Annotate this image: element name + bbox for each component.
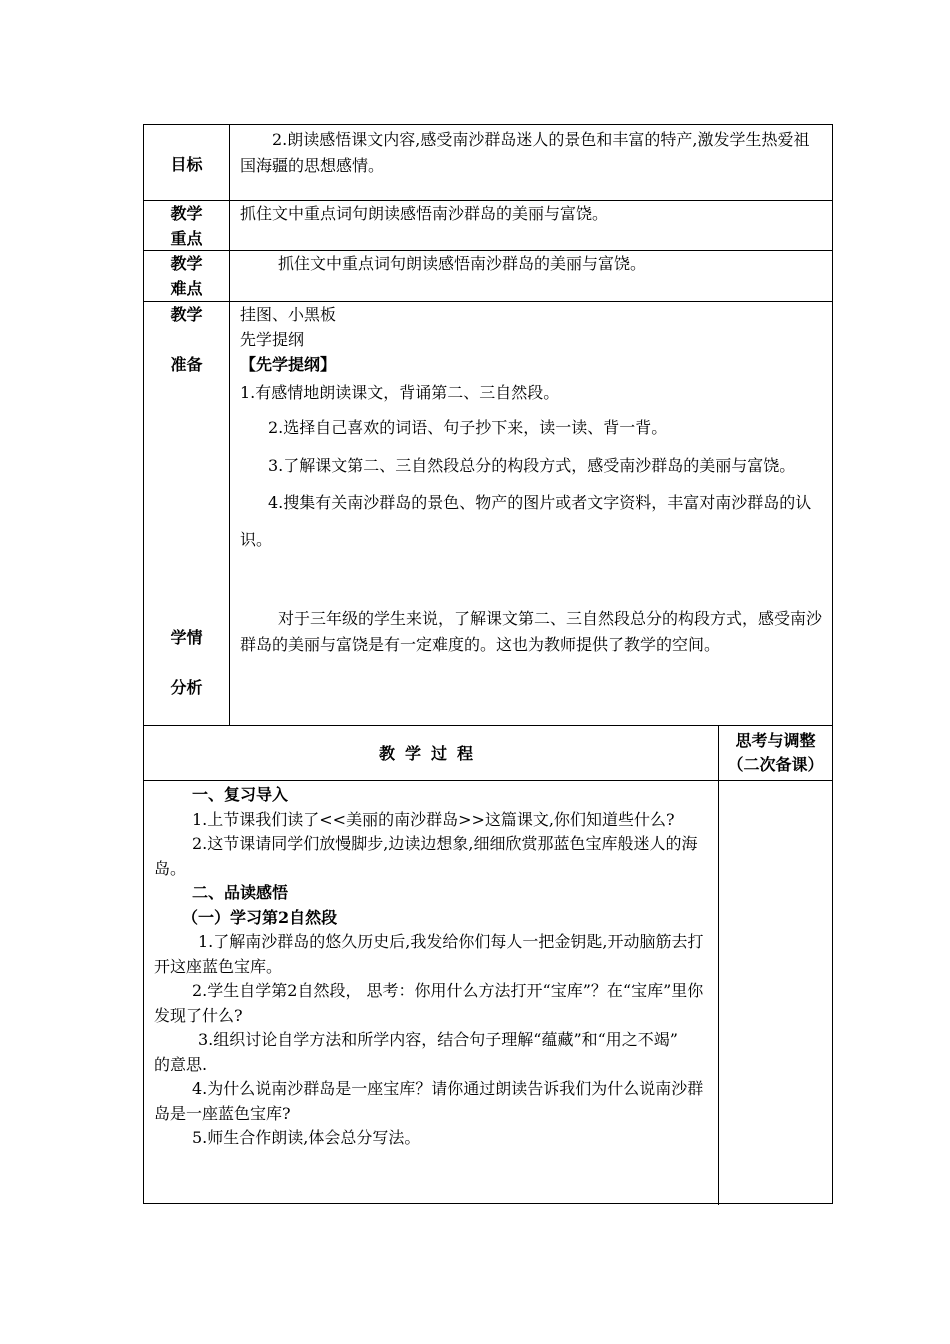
process-body-row bbox=[143, 780, 833, 1204]
outline-item-4: 4.搜集有关南沙群岛的景色、物产的图片或者文字资料，丰富对南沙群岛的认识。 bbox=[240, 493, 812, 549]
key-point-text: 抓住文中重点词句朗读感悟南沙群岛的美丽与富饶。 bbox=[240, 204, 609, 223]
prep-line-2: 先学提纲 bbox=[240, 330, 305, 349]
lesson-plan-table bbox=[143, 124, 833, 1204]
process-content bbox=[144, 781, 719, 1205]
s2-item-5: 5.师生合作朗读,体会总分写法。 bbox=[192, 1128, 421, 1147]
goal-row bbox=[143, 124, 833, 200]
section-2-heading: 二、品读感悟 bbox=[192, 883, 289, 902]
goal-label-text: 目标 bbox=[170, 155, 203, 174]
difficulty-row bbox=[143, 250, 833, 301]
outline-heading: 【先学提纲】 bbox=[240, 355, 337, 374]
section-1-heading: 一、复习导入 bbox=[192, 785, 289, 804]
outline-item-3: 3.了解课文第二、三自然段总分的构段方式，感受南沙群岛的美丽与富饶。 bbox=[268, 456, 796, 475]
difficulty-label-line-1: 教学 bbox=[170, 254, 203, 273]
s2-item-4: 4.为什么说南沙群岛是一座宝库？请你通过朗读告诉我们为什么说南沙群岛是一座蓝色宝库? bbox=[154, 1079, 704, 1123]
adjust-header-line-1: 思考与调整 bbox=[735, 731, 816, 750]
process-header-row bbox=[143, 725, 833, 780]
prep-line-1: 挂图、小黑板 bbox=[240, 305, 337, 324]
goal-label bbox=[144, 125, 230, 200]
s2-item-2: 2.学生自学第2自然段， 思考：你用什么方法打开“宝库”？在“宝库”里你发现了什么? bbox=[154, 981, 704, 1025]
difficulty-text: 抓住文中重点词句朗读感悟南沙群岛的美丽与富饶。 bbox=[278, 254, 647, 273]
preparation-label-line-1: 教学 bbox=[170, 305, 203, 324]
difficulty-label-line-2: 难点 bbox=[170, 279, 203, 298]
key-point-label-line-2: 重点 bbox=[170, 229, 203, 248]
adjust-header-line-2: （二次备课） bbox=[727, 755, 824, 774]
preparation-label-line-2: 准备 bbox=[170, 355, 203, 374]
goal-text: 2.朗读感悟课文内容,感受南沙群岛迷人的景色和丰富的特产,激发学生热爱祖国海疆的思想感情。 bbox=[240, 130, 810, 175]
analysis-label-line-2: 分析 bbox=[170, 678, 203, 697]
subsection-1-heading: （一）学习第2自然段 bbox=[182, 907, 338, 927]
key-point-label bbox=[144, 201, 230, 250]
key-point-row bbox=[143, 200, 833, 250]
outline-item-1: 1.有感情地朗读课文，背诵第二、三自然段。 bbox=[240, 383, 560, 402]
s2-item-1: 1.了解南沙群岛的悠久历史后,我发给你们每人一把金钥匙,开动脑筋去打开这座蓝色宝库。 bbox=[154, 932, 704, 976]
s2-item-3: 3.组织讨论自学方法和所学内容，结合句子理解“蕴藏”和“用之不竭” bbox=[198, 1030, 678, 1049]
key-point-label-line-1: 教学 bbox=[170, 204, 203, 223]
s1-item-2: 2.这节课请同学们放慢脚步,边读边想象,细细欣赏那蓝色宝库般迷人的海岛。 bbox=[154, 834, 698, 878]
s2-item-3-cont: 的意思. bbox=[154, 1054, 208, 1074]
adjust-header bbox=[719, 726, 832, 784]
difficulty-label bbox=[144, 251, 230, 301]
process-title: 教学过程 bbox=[144, 726, 719, 781]
preparation-row bbox=[143, 301, 833, 725]
analysis-label-line-1: 学情 bbox=[170, 628, 203, 647]
s1-item-1: 1.上节课我们读了<<美丽的南沙群岛>>这篇课文,你们知道些什么? bbox=[192, 809, 675, 829]
preparation-label bbox=[144, 302, 230, 725]
analysis-text: 对于三年级的学生来说，了解课文第二、三自然段总分的构段方式，感受南沙群岛的美丽与富饶是有一定难度的。这也为教师提供了教学的空间。 bbox=[240, 609, 823, 654]
outline-item-2: 2.选择自己喜欢的词语、句子抄下来，读一读、背一背。 bbox=[268, 418, 668, 437]
